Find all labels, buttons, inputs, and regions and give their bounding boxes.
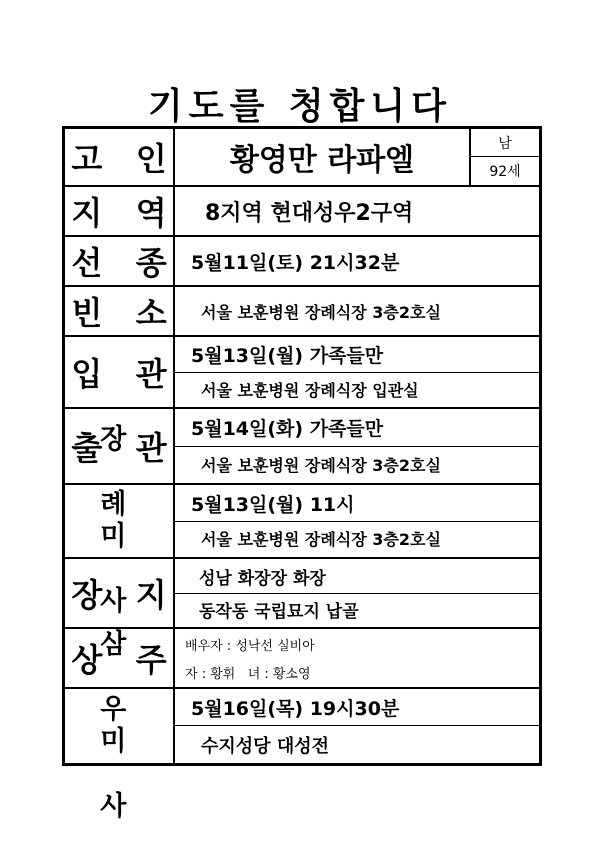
burial-cremation: 성남 화장장 화장: [175, 559, 539, 594]
departure-datetime: 5월14일(화) 가족들만: [175, 409, 539, 447]
row-death: [65, 237, 539, 287]
mortuary-place: 서울 보훈병원 장례식장 3층2호실: [201, 302, 441, 322]
deceased-age: 92세: [489, 164, 521, 180]
label-encoffin: 입 관: [65, 337, 175, 407]
label-departure: 출 관: [65, 409, 175, 483]
obituary-table: [62, 126, 542, 822]
children: 자 : 황휘 녀 : 황소영: [185, 666, 311, 682]
label-third-day-mass: 삼 우 미 사: [65, 689, 175, 763]
label-burial: 장 지: [65, 559, 175, 627]
label-region: 지 역: [65, 187, 175, 235]
row-deceased: [65, 129, 539, 187]
label-deceased: 고 인: [65, 129, 175, 185]
funeral-mass-place: 서울 보훈병원 장례식장 3층2호실: [201, 530, 441, 549]
death-datetime: 5월11일(토) 21시32분: [191, 251, 400, 274]
row-mortuary: [65, 287, 539, 337]
spouse: 배우자 : 성낙선 실비아: [185, 638, 315, 654]
label-mortuary: 빈 소: [65, 287, 175, 335]
region-value: 8지역 현대성우2구역: [205, 200, 414, 226]
deceased-gender: 남: [471, 129, 539, 157]
third-day-mass-datetime: 5월16일(목) 19시30분: [175, 689, 539, 726]
encoffin-place: 서울 보훈병원 장례식장 입관실: [201, 380, 419, 400]
row-region: [65, 187, 539, 237]
funeral-mass-datetime: 5월13일(월) 11시: [175, 485, 539, 522]
row-encoffin: [65, 337, 539, 409]
burial-site: 동작동 국립묘지 납골: [199, 602, 359, 622]
label-chief-mourner: 상 주: [65, 629, 175, 687]
departure-place: 서울 보훈병원 장례식장 3층2호실: [201, 455, 441, 475]
deceased-name: 황영만 라파엘: [175, 129, 471, 185]
row-burial: [65, 559, 539, 629]
label-funeral-mass: 장 례 미 사: [65, 485, 175, 557]
encoffin-datetime: 5월13일(월) 가족들만: [175, 337, 539, 373]
label-death: 선 종: [65, 237, 175, 285]
third-day-mass-place: 수지성당 대성전: [201, 735, 329, 757]
page-title: 기도를 청합니다: [148, 86, 452, 127]
